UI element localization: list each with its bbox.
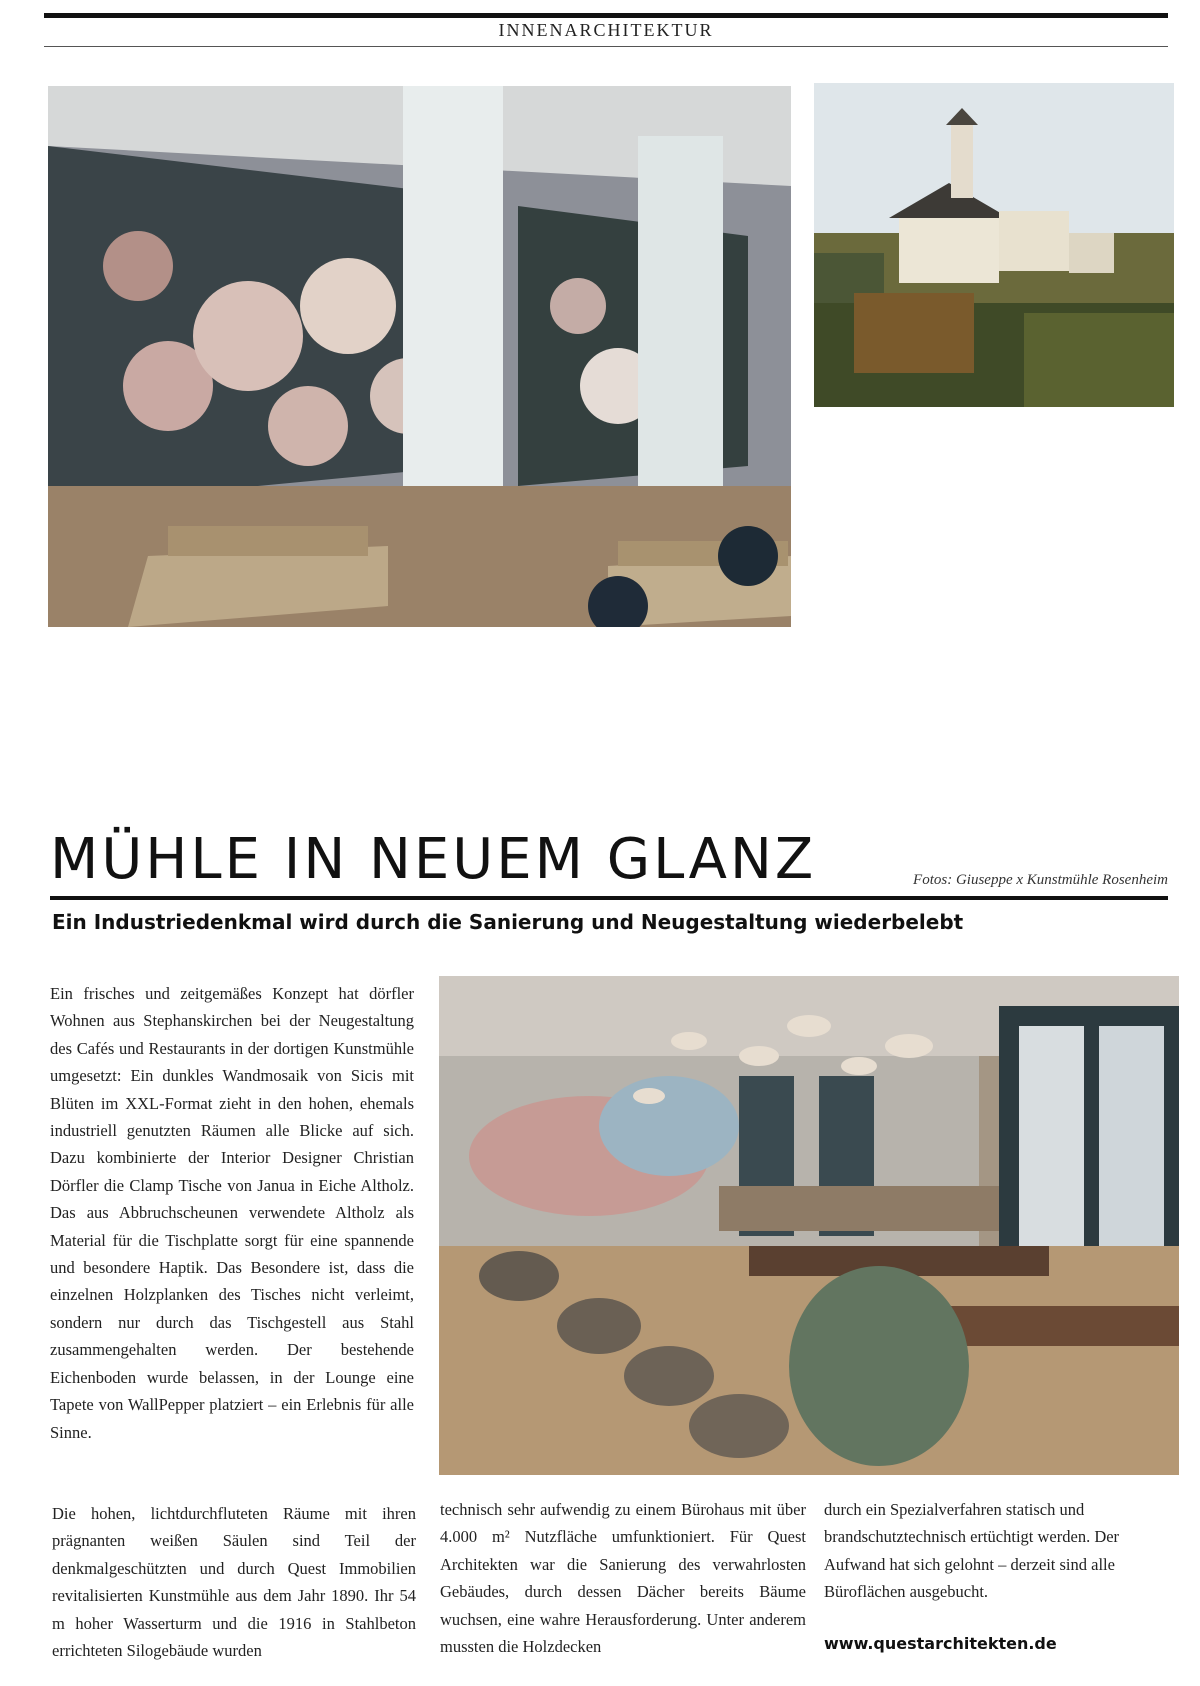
photo-cafe-flower-mural-icon <box>48 86 791 627</box>
paragraph-2-col2: technisch sehr aufwendig zu einem Bürohaus mit über 4.000 m² Nutzfläche umfunktioniert. Für Quest Architekten war die Sanierung des verwahrlosten Gebäudes, durch dessen Dächer bereits Bäume wuchsen, eine wahre Herausforderung. Unter anderem mussten die Holzdecken <box>440 1500 806 1657</box>
photo-credit: Fotos: Giuseppe x Kunstmühle Rosenheim <box>913 872 1168 888</box>
website-link[interactable]: www.questarchitekten.de <box>824 1634 1057 1653</box>
header-rule-top <box>44 13 1168 18</box>
lounge-photo <box>439 976 1179 1475</box>
photo-mill-tower-exterior-icon <box>814 83 1174 407</box>
paragraph-2-col1: Die hohen, lichtdurchfluteten Räume mit ihren prägnanten weißen Säulen sind Teil der denkmalgeschützten und durch Quest Immobilien revitalisierten Kunstmühle aus dem Jahr 1890. Ihr 54 m hoher Wasserturm und die 1916 in Stahlbeton errichteten Silogebäude wurden <box>52 1504 416 1661</box>
article-title: MÜHLE IN NEUEM GLANZ <box>50 827 817 892</box>
section-label: INNENARCHITEKTUR <box>498 20 714 40</box>
paragraph-1: Ein frisches und zeitgemäßes Konzept hat dörfler Wohnen aus Stephanskirchen bei der Neugestaltung des Cafés und Restaurants in der dortigen Kunstmühle umgesetzt: Ein dunkles Wandmosaik von Sicis mit Blüten im XXL-Format zieht in den hohen, ehemals industriell genutzten Räumen alle Blicke auf sich. Dazu kombinierte der Interior Designer Christian Dörfler die Clamp Tische von Janua in Eiche Altholz. Das aus Abbruchscheunen verwendete Altholz als Material für die Tischplatte sorgt für eine spannende und besondere Haptik. Das Besondere ist, dass die einzelnen Holzplanken des Tisches nicht verleimt, sondern nur durch das Tischgestell aus Stahl zusammengehalten werden. Der bestehende Eichenboden wurde belassen, in der Lounge eine Tapete von WallPepper platziert – ein Erlebnis für alle Sinne. <box>50 984 414 1442</box>
mill-tower-photo <box>814 83 1174 407</box>
title-rule <box>50 896 1168 900</box>
photo-lounge-pendant-lamps-icon <box>439 976 1179 1475</box>
article-subtitle: Ein Industriedenkmal wird durch die Sanierung und Neugestaltung wiederbelebt <box>52 910 964 934</box>
cafe-mural-photo <box>48 86 791 627</box>
header-rule-bottom <box>44 46 1168 47</box>
paragraph-2-col3: durch ein Spezialverfahren statisch und brandschutztechnisch ertüchtigt werden. Der Aufwand hat sich gelohnt – derzeit sind alle Büroflächen ausgebucht. <box>824 1500 1120 1602</box>
